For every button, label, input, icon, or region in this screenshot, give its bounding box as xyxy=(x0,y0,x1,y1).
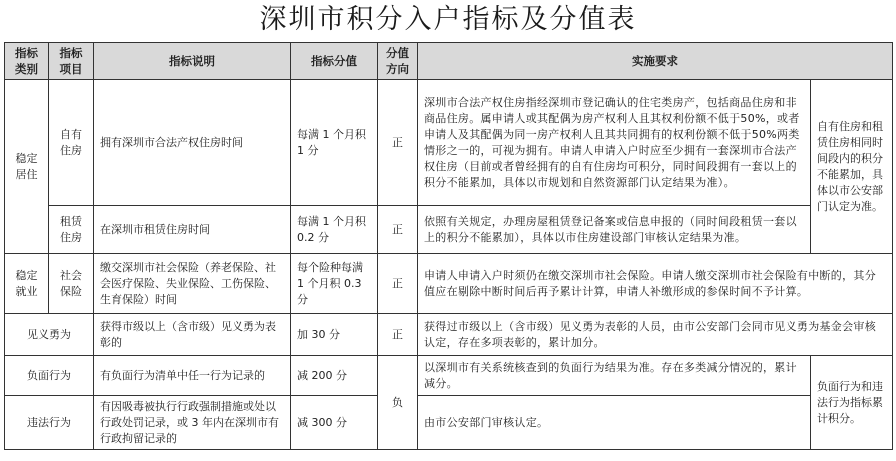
score-rent-housing: 每满 1 个月积 0.2 分 xyxy=(291,206,378,254)
item-rent-housing: 租赁住房 xyxy=(49,206,94,254)
table-row xyxy=(5,314,893,356)
requirement-illegal: 由市公安部门审核认定。 xyxy=(418,396,811,450)
table-row xyxy=(5,206,893,254)
desc-social-insurance: 缴交深圳市社会保险（养老保险、社会医疗保险、失业保险、工伤保险、生育保险）时间 xyxy=(94,254,291,314)
note-housing: 自有住房和租赁住房相同时间段内的积分不能累加，具体以市公安部门认定为准。 xyxy=(811,80,893,254)
requirement-bravery: 获得过市级以上（含市级）见义勇为表彰的人员，由市公安部门会同市见义勇为基金会审核认定，存在多项表彰的，累计加分。 xyxy=(418,314,893,356)
desc-negative: 有负面行为清单中任一行为记录的 xyxy=(94,356,291,396)
item-own-housing: 自有住房 xyxy=(49,80,94,206)
score-social-insurance: 每个险种每满 1 个月积 0.3 分 xyxy=(291,254,378,314)
direction-rent-housing: 正 xyxy=(378,206,418,254)
score-negative: 减 200 分 xyxy=(291,356,378,396)
desc-illegal: 有因吸毒被执行行政强制措施或处以行政处罚记录，或 3 年内在深圳市有行政拘留记录的 xyxy=(94,396,291,450)
category-negative: 负面行为 xyxy=(5,356,94,396)
requirement-negative: 以深圳市有关系统核查到的负面行为结果为准。存在多类减分情况的，累计减分。 xyxy=(418,356,811,396)
score-bravery: 加 30 分 xyxy=(291,314,378,356)
header-category: 指标类别 xyxy=(5,43,49,80)
requirement-own-housing: 深圳市合法产权住房指经深圳市登记确认的住宅类房产，包括商品住房和非商品住房。属申请人或其配偶为房产权利人且其权利份额不低于50%，或者申请人及其配偶为同一房产权利人且其共同拥有的权利份额不低于50%两类情形之一的，可视为拥有。申请人申请入户时应至少拥有一套深圳市合法产权住房（目前或者曾经拥有的自有住房均可积分，同时间段拥有一套以上的积分不能累加，具体以市规划和自然资源部门认定结果为准）。 xyxy=(418,80,811,206)
direction-own-housing: 正 xyxy=(378,80,418,206)
requirement-rent-housing: 依照有关规定，办理房屋租赁登记备案或信息申报的（同时间段租赁一套以上的积分不能累加），具体以市住房建设部门审核认定结果为准。 xyxy=(418,206,811,254)
header-row xyxy=(5,43,893,80)
table-row xyxy=(5,356,893,396)
page-title: 深圳市积分入户指标及分值表 xyxy=(259,4,637,35)
table-row xyxy=(5,80,893,206)
header-score: 指标分值 xyxy=(291,43,378,80)
table-row xyxy=(5,254,893,314)
category-bravery: 见义勇为 xyxy=(5,314,94,356)
requirement-social-insurance: 申请人申请入户时须仍在缴交深圳市社会保险。申请人缴交深圳市社会保险有中断的，其分值应在剔除中断时间后再予累计计算，申请人补缴形成的参保时间不予计算。 xyxy=(418,254,893,314)
header-direction: 分值方向 xyxy=(378,43,418,80)
score-illegal: 减 300 分 xyxy=(291,396,378,450)
direction-negative: 负 xyxy=(378,356,418,450)
category-stable-housing: 稳定居住 xyxy=(5,80,49,254)
desc-rent-housing: 在深圳市租赁住房时间 xyxy=(94,206,291,254)
desc-own-housing: 拥有深圳市合法产权住房时间 xyxy=(94,80,291,206)
category-illegal: 违法行为 xyxy=(5,396,94,450)
direction-social-insurance: 正 xyxy=(378,254,418,314)
score-own-housing: 每满 1 个月积 1 分 xyxy=(291,80,378,206)
category-stable-employment: 稳定就业 xyxy=(5,254,49,314)
note-negative: 负面行为和违法行为指标累计积分。 xyxy=(811,356,893,450)
desc-bravery: 获得市级以上（含市级）见义勇为表彰的 xyxy=(94,314,291,356)
points-table xyxy=(4,42,893,450)
item-social-insurance: 社会保险 xyxy=(49,254,94,314)
header-requirement: 实施要求 xyxy=(418,43,893,80)
header-item: 指标项目 xyxy=(49,43,94,80)
direction-bravery: 正 xyxy=(378,314,418,356)
table-row xyxy=(5,396,893,450)
header-desc: 指标说明 xyxy=(94,43,291,80)
